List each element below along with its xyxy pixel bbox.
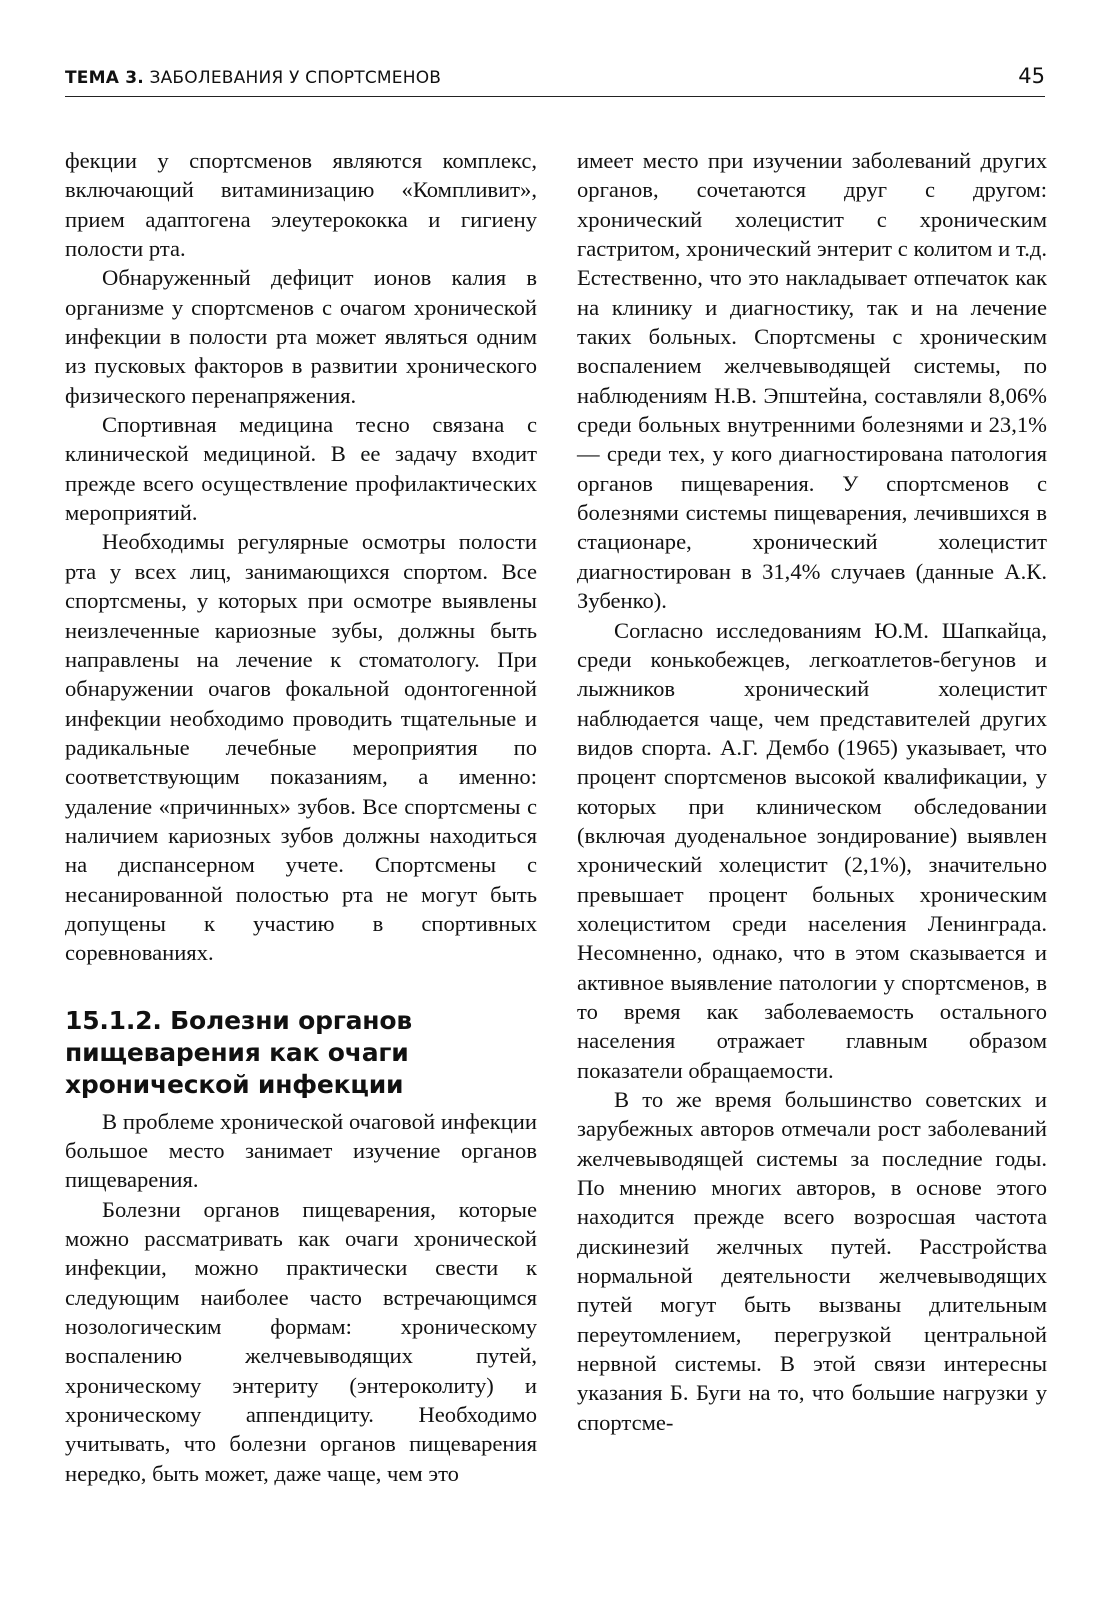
paragraph: Обнаруженный дефицит ионов калия в организме у спортсменов с очагом хронической инфекции в полости рта может являться одним из пусковых факторов в развитии хронического физического перенапряжения. xyxy=(65,265,537,408)
running-header xyxy=(65,68,441,88)
paragraph: Спортивная медицина тесно связана с клинической медициной. В ее задачу входит прежде всего осуществление профилактических мероприятий. xyxy=(65,412,537,526)
paragraph: Болезни органов пищеварения, которые можно рассматривать как очаги хронической инфекции, можно практически свести к следующим наиболее часто встречающимся нозологическим формам: хроническому воспалению желчевыводящих путей, хроническому энтериту (энтероколиту) и хроническому аппендициту. Необходимо учитывать, что болезни органов пищеварения нередко, быть может, даже чаще, чем это xyxy=(65,1196,537,1486)
paragraph: имеет место при изучении заболеваний других органов, сочетаются друг с другом: хронический холецистит с хроническим гастритом, хронический энтерит с колитом и т.д. Естественно, что это накладывает отпечаток как на клинику и диагностику, так и на лечение таких больных. Спортсмены с хроническим воспалением желчевыводящей системы, по наблюдениям Н.В. Эпштейна, составляли 8,06% среди больных внутренними болезнями и 23,1% — среди тех, у кого диагностирована патология органов пищеварения. У спортсменов с болезнями системы пищеварения, лечившихся в стационаре, хронический холецистит диагностирован в 31,4% случаев (данные А.К. Зубенко). xyxy=(577,148,1047,614)
topic-label: ТЕМА 3. xyxy=(65,68,144,88)
page-number: 45 xyxy=(1018,64,1045,88)
topic-title: ЗАБОЛЕВАНИЯ У СПОРТСМЕНОВ xyxy=(149,68,442,88)
left-column xyxy=(65,146,537,1488)
paragraph: В то же время большинство советских и зарубежных авторов отмечали рост заболеваний желчевыводящей системы за последние годы. По мнению многих авторов, в основе этого находится прежде всего возросшая частота дискинезий желчных путей. Расстройства нормальной деятельности желчевыводящих путей могут быть вызваны длительным переутомлением, перегрузкой центральной нервной системы. В этой связи интересны указания Б. Буги на то, что большие нагрузки у спортсме- xyxy=(577,1087,1047,1435)
paragraph: В проблеме хронической очаговой инфекции большое место занимает изучение органов пищеварения. xyxy=(65,1108,537,1193)
section-heading: 15.1.2. Болезни органов пищеварения как очаги хронической инфекции xyxy=(65,1005,412,1099)
right-column xyxy=(577,146,1047,1437)
paragraph: фекции у спортсменов являются комплекс, включающий витаминизацию «Компливит», прием адаптогена элеутерококка и гигиену полости рта. xyxy=(65,148,537,262)
header-rule xyxy=(65,96,1045,97)
paragraph: Согласно исследованиям Ю.М. Шапкайца, среди конькобежцев, легкоатлетов-бегунов и лыжников хронический холецистит наблюдается чаще, чем представителей других видов спорта. А.Г. Дембо (1965) указывает, что процент спортсменов высокой квалификации, у которых при клиническом обследовании (включая дуоденальное зондирование) выявлен хронический холецистит (2,1%), значительно превышает процент больных хроническим холециститом среди населения Ленинграда. Несомненно, однако, что в этом сказывается и активное выявление патологии у спортсменов, в то время как заболеваемость остального населения отражает главным образом показатели обращаемости. xyxy=(577,617,1047,1083)
paragraph: Необходимы регулярные осмотры полости рта у всех лиц, занимающихся спортом. Все спортсмены, у которых при осмотре выявлены неизлеченные кариозные зубы, должны быть направлены на лечение к стоматологу. При обнаружении очагов фокальной одонтогенной инфекции необходимо проводить тщательные и радикальные лечебные мероприятия по соответствующим показаниям, а именно: удаление «причинных» зубов. Все спортсмены с наличием кариозных зубов должны находиться на диспансерном учете. Спортсмены с несанированной полостью рта не могут быть допущены к участию в спортивных соревнованиях. xyxy=(65,529,537,966)
